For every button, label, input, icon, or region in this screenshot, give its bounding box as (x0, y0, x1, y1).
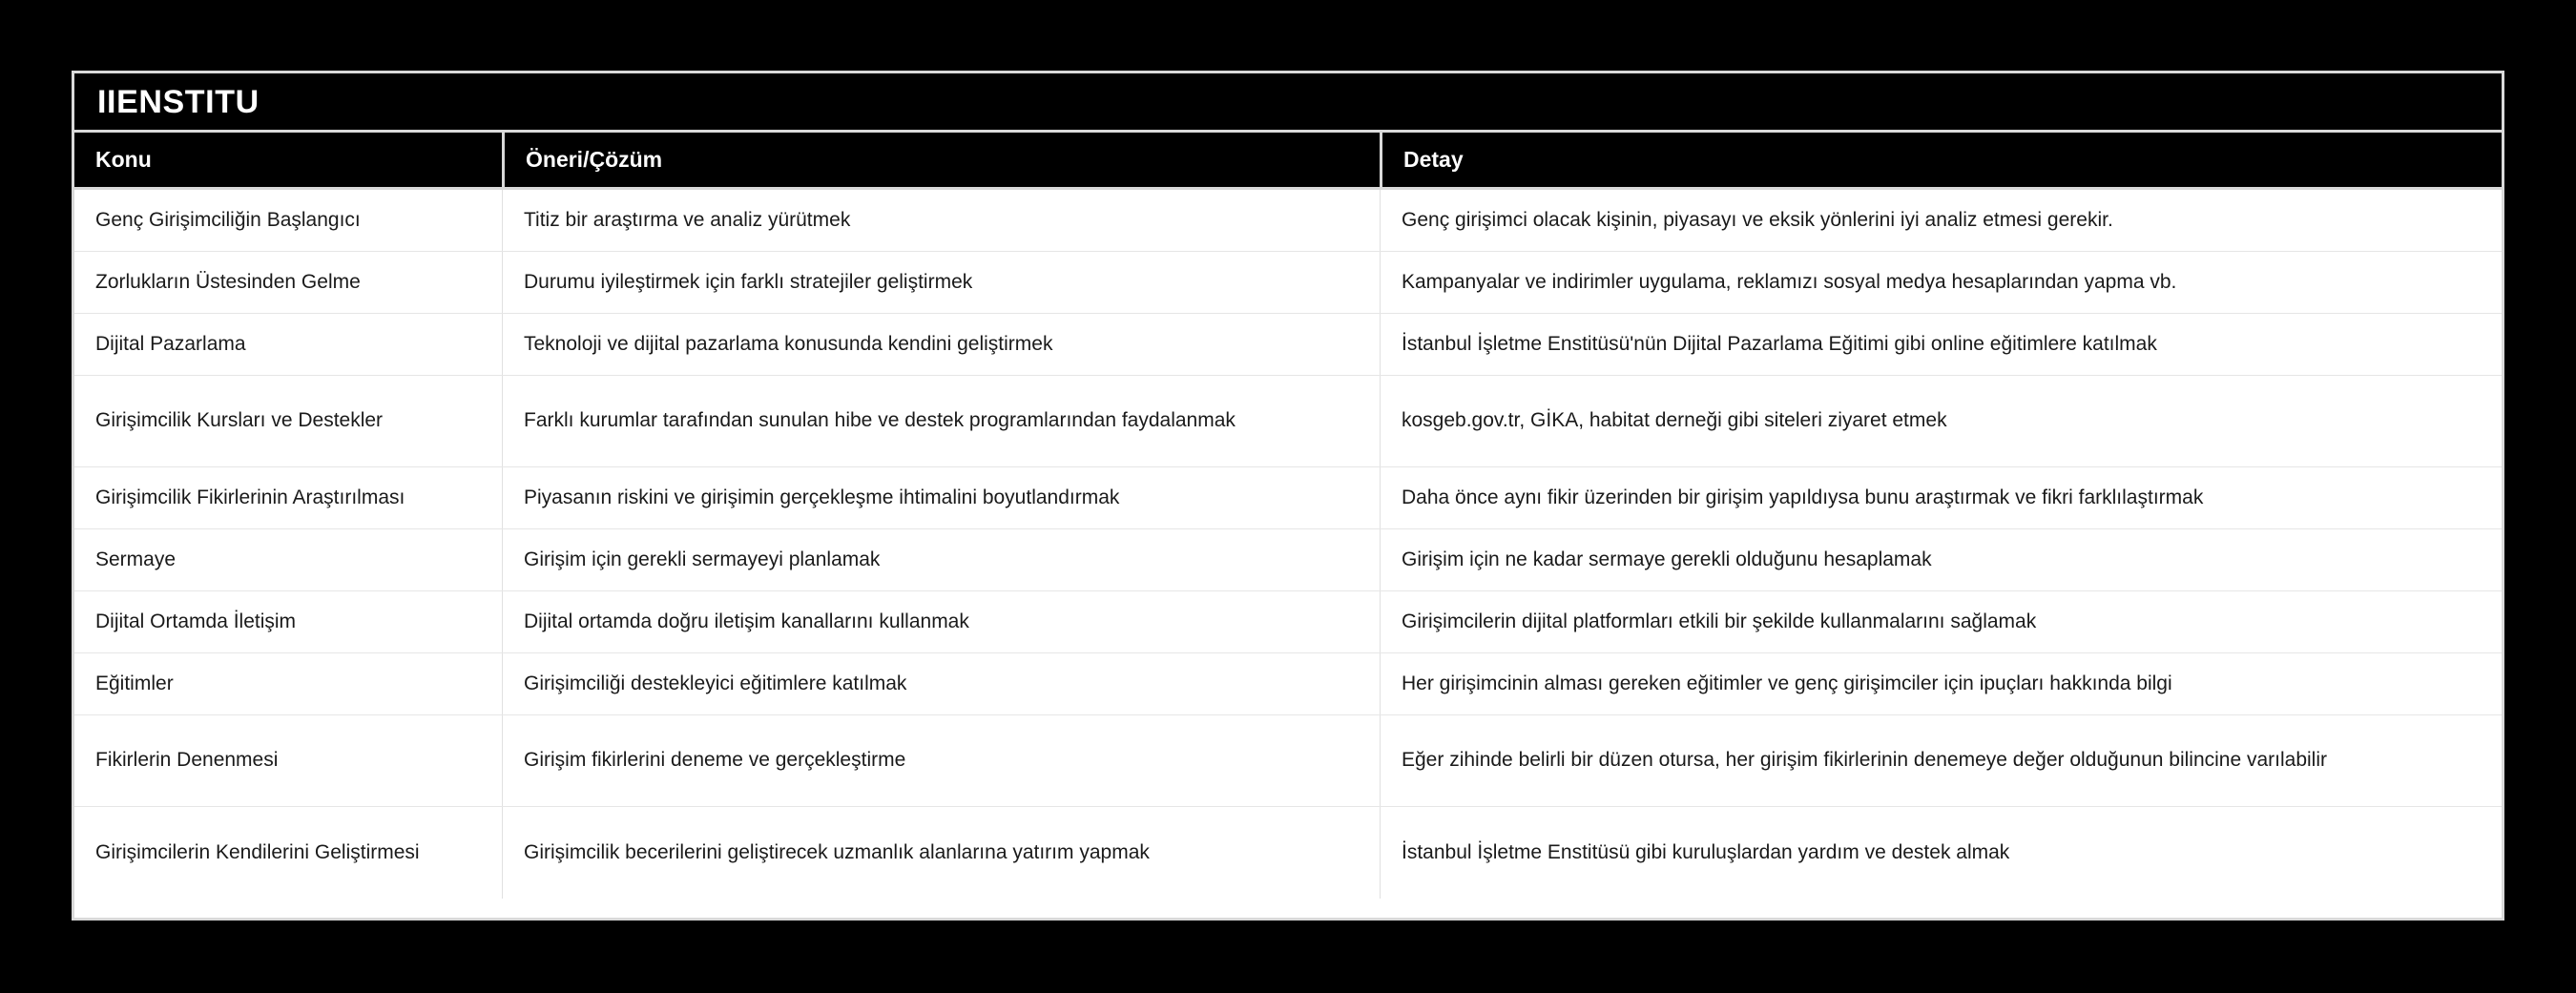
cell-konu: Eğitimler (95, 672, 174, 694)
cell-oneri: Girişim için gerekli sermayeyi planlamak (502, 529, 1380, 590)
brand-band (74, 73, 2502, 133)
cell-oneri: Durumu iyileştirmek için farklı stratejiler geliştirmek (502, 252, 1380, 313)
table-row (74, 529, 2502, 591)
cell-konu: Girişimcilik Kursları ve Destekler (95, 409, 384, 432)
column-header-oneri-cozum[interactable]: Öneri/Çözüm (502, 133, 1380, 187)
cell-konu: Fikirlerin Denenmesi (95, 749, 279, 772)
table-body (74, 190, 2502, 918)
cell-konu: Girişimcilik Fikirlerinin Araştırılması (95, 486, 405, 508)
cell-konu: Dijital Ortamda İletişim (95, 610, 297, 632)
cell-konu: Zorlukların Üstesinden Gelme (95, 270, 361, 293)
table-row (74, 467, 2502, 529)
cell-konu: Dijital Pazarlama (95, 332, 246, 355)
cell-oneri: Dijital ortamda doğru iletişim kanallarını kullanmak (502, 591, 1380, 652)
table-row (74, 190, 2502, 252)
cell-detay: İstanbul İşletme Enstitüsü'nün Dijital Pazarlama Eğitimi gibi online eğitimlere katılmak (1380, 314, 2502, 375)
column-header-detay[interactable]: Detay (1380, 133, 2502, 187)
cell-oneri: Farklı kurumlar tarafından sunulan hibe ve destek programlarından faydalanmak (502, 376, 1380, 466)
cell-detay: Genç girişimci olacak kişinin, piyasayı ve eksik yönlerini iyi analiz etmesi gerekir. (1380, 190, 2502, 251)
cell-konu: Girişimcilerin Kendilerini Geliştirmesi (95, 840, 420, 863)
cell-konu: Sermaye (95, 548, 177, 570)
cell-detay: Daha önce aynı fikir üzerinden bir girişim yapıldıysa bunu araştırmak ve fikri farklılaştırmak (1380, 467, 2502, 528)
cell-detay: Girişimcilerin dijital platformları etkili bir şekilde kullanmalarını sağlamak (1380, 591, 2502, 652)
cell-oneri: Girişimcilik becerilerini geliştirecek uzmanlık alanlarına yatırım yapmak (502, 807, 1380, 899)
cell-oneri: Titiz bir araştırma ve analiz yürütmek (502, 190, 1380, 251)
brand-title: IIENSTITU (97, 83, 260, 120)
comparison-table (72, 71, 2504, 921)
cell-detay: Eğer zihinde belirli bir düzen otursa, her girişim fikirlerinin denemeye değer olduğunun bilincine varılabilir (1380, 715, 2502, 806)
table-row (74, 807, 2502, 899)
table-row (74, 591, 2502, 653)
cell-detay: kosgeb.gov.tr, GİKA, habitat derneği gibi siteleri ziyaret etmek (1380, 376, 2502, 466)
cell-oneri: Piyasanın riskini ve girişimin gerçekleşme ihtimalini boyutlandırmak (502, 467, 1380, 528)
cell-detay: Her girişimcinin alması gereken eğitimler ve genç girişimciler için ipuçları hakkında bilgi (1380, 653, 2502, 714)
table-row (74, 653, 2502, 715)
column-header-konu[interactable]: Konu (95, 146, 152, 172)
table-header-row (74, 133, 2502, 190)
cell-detay: İstanbul İşletme Enstitüsü gibi kuruluşlardan yardım ve destek almak (1380, 807, 2502, 899)
table-row (74, 376, 2502, 467)
table-row (74, 715, 2502, 807)
cell-konu: Genç Girişimciliğin Başlangıcı (95, 208, 361, 231)
cell-oneri: Girişim fikirlerini deneme ve gerçekleştirme (502, 715, 1380, 806)
cell-detay: Girişim için ne kadar sermaye gerekli olduğunu hesaplamak (1380, 529, 2502, 590)
table-row (74, 252, 2502, 314)
cell-oneri: Girişimciliği destekleyici eğitimlere katılmak (502, 653, 1380, 714)
table-row (74, 314, 2502, 376)
cell-detay: Kampanyalar ve indirimler uygulama, reklamızı sosyal medya hesaplarından yapma vb. (1380, 252, 2502, 313)
cell-oneri: Teknoloji ve dijital pazarlama konusunda kendini geliştirmek (502, 314, 1380, 375)
